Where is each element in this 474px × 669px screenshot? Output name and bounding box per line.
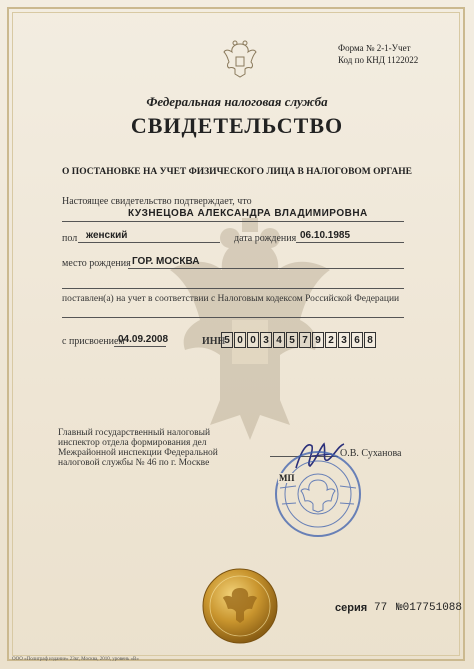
birth-place-underline <box>128 268 404 269</box>
inn-digit: 5 <box>221 332 233 348</box>
signatory-position-line: налоговой службы № 46 по г. Москве <box>58 458 210 468</box>
gold-seal-icon <box>200 566 280 646</box>
name-underline <box>62 221 404 222</box>
inn-digit: 6 <box>351 332 363 348</box>
signatory-position-line: инспектор отдела формирования дел <box>58 438 207 448</box>
signatory-position-line: Межрайонной инспекции Федеральной <box>58 448 218 458</box>
birth-date-underline <box>296 242 404 243</box>
sex-underline <box>78 242 220 243</box>
assignment-date-underline <box>114 346 166 347</box>
double-headed-eagle-watermark-icon <box>150 210 350 450</box>
birth-date-label: дата рождения <box>234 233 297 244</box>
inn-digit: 7 <box>299 332 311 348</box>
confirm-text: Настоящее свидетельство подтверждает, что <box>62 196 252 207</box>
signatory-position-line: Главный государственный налоговый <box>58 428 211 438</box>
document-subtitle: О ПОСТАНОВКЕ НА УЧЕТ ФИЗИЧЕСКОГО ЛИЦА В НАЛОГОВОМ ОРГАНЕ <box>62 167 412 177</box>
birth-place-value: ГОР. МОСКВА <box>132 256 200 267</box>
registered-text: поставлен(а) на учет в соответствии с Налоговым кодексом Российской Федерации <box>62 294 400 304</box>
series-number: №017751088 <box>396 602 463 614</box>
inn-label: ИНН <box>202 336 226 347</box>
knd-code: Код по КНД 1122022 <box>338 55 419 65</box>
inn-digit: 2 <box>325 332 337 348</box>
coat-of-arms-icon <box>222 38 258 78</box>
sex-value: женский <box>86 230 128 241</box>
inn-digit: 9 <box>312 332 324 348</box>
series-region: 77 <box>374 602 388 614</box>
series-label: серия <box>335 602 368 614</box>
official-stamp-icon <box>262 448 374 540</box>
blank-underline-2 <box>62 317 404 318</box>
inn-digit: 4 <box>273 332 285 348</box>
assignment-date: 04.09.2008 <box>118 334 169 345</box>
blank-underline <box>62 288 404 289</box>
stamp-mark: МП <box>279 473 295 483</box>
birth-place-label: место рождения <box>62 258 131 269</box>
sex-label: пол <box>62 233 78 244</box>
full-name: КУЗНЕЦОВА АЛЕКСАНДРА ВЛАДИМИРОВНА <box>128 208 368 219</box>
agency-name: Федеральная налоговая служба <box>146 94 328 109</box>
form-number: Форма № 2-1-Учет <box>338 43 411 53</box>
printer-footer: ООО «Полиграф издание» 23кг, Москва, 2010, уровень «В» <box>12 657 139 662</box>
signatory-name: О.В. Суханова <box>340 448 402 459</box>
assignment-label: с присвоением <box>62 336 125 347</box>
inn-digit: 0 <box>247 332 259 348</box>
inn-digit: 5 <box>286 332 298 348</box>
inn-digit: 3 <box>338 332 350 348</box>
document-title: СВИДЕТЕЛЬСТВО <box>130 113 344 138</box>
inn-boxes <box>221 332 379 348</box>
birth-date-value: 06.10.1985 <box>300 230 351 241</box>
inn-digit: 3 <box>260 332 272 348</box>
signatory-position <box>58 428 218 468</box>
inn-digit: 8 <box>364 332 376 348</box>
inn-digit: 0 <box>234 332 246 348</box>
